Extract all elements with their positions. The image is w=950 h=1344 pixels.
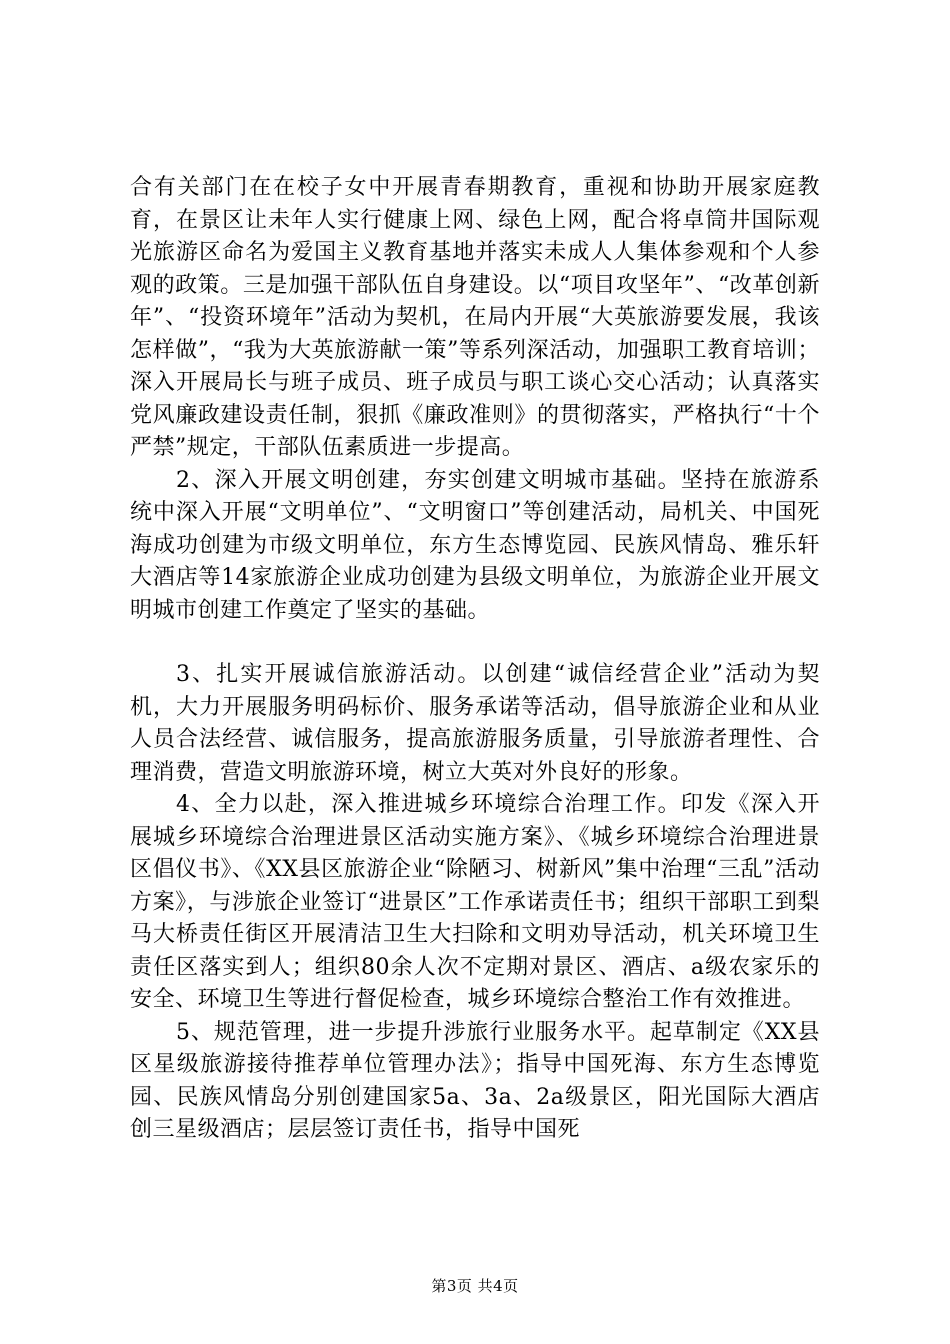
paragraph-environment-governance: 4、全力以赴，深入推进城乡环境综合治理工作。印发《深入开展城乡环境综合治理进景区活动实施方案》、《城乡环境综合治理进景区倡仪书》、《XX县区旅游企业“除陋习、树新风”集中治理“三乱”活动方案》，与涉旅企业签订“进景区”工作承诺责任书；组织干部职工到梨马大桥责任街区开展清洁卫生大扫除和文明劝导活动，机关环境卫生责任区落实到人；组织80余人次不定期对景区、酒店、a级农家乐的安全、环境卫生等进行督促检查，城乡环境综合整治工作有效推进。: [130, 792, 820, 1012]
paragraph-civilization-creation: 2、深入开展文明创建，夯实创建文明城市基础。坚持在旅游系统中深入开展“文明单位”、“文明窗口”等创建活动，局机关、中国死海成功创建为市级文明单位，东方生态博览园、民族风情岛、雅乐轩大酒店等14家旅游企业成功创建为县级文明单位，为旅游企业开展文明城市创建工作奠定了坚实的基础。: [130, 467, 820, 623]
paragraph-integrity-tourism: 3、扎实开展诚信旅游活动。以创建“诚信经营企业”活动为契机，大力开展服务明码标价、服务承诺等活动，倡导旅游企业和从业人员合法经营、诚信服务，提高旅游服务质量，引导旅游者理性、合理消费，营造文明旅游环境，树立大英对外良好的形象。: [130, 662, 820, 785]
paragraph-standardized-management: 5、规范管理，进一步提升涉旅行业服务水平。起草制定《XX县区星级旅游接待推荐单位管理办法》；指导中国死海、东方生态博览园、民族风情岛分别创建国家5a、3a、2a级景区，阳光国际大酒店创三星级酒店；层层签订责任书，指导中国死: [130, 1019, 820, 1142]
document-body: [130, 172, 820, 1147]
paragraph-continuation: 合有关部门在在校子女中开展青春期教育，重视和协助开展家庭教育，在景区让未年人实行健康上网、绿色上网，配合将卓筒井国际观光旅游区命名为爱国主义教育基地并落实未成人人集体参观和个人参观的政策。三是加强干部队伍自身建设。以“项目攻坚年”、“改革创新年”、“投资环境年”活动为契机，在局内开展“大英旅游要发展，我该怎样做”，“我为大英旅游献一策”等系列深活动，加强职工教育培训；深入开展局长与班子成员、班子成员与职工谈心交心活动；认真落实党风廉政建设责任制，狠抓《廉政准则》的贯彻落实，严格执行“十个严禁”规定，干部队伍素质进一步提高。: [130, 175, 820, 460]
page-number-footer: 第3页 共4页: [431, 1277, 519, 1295]
